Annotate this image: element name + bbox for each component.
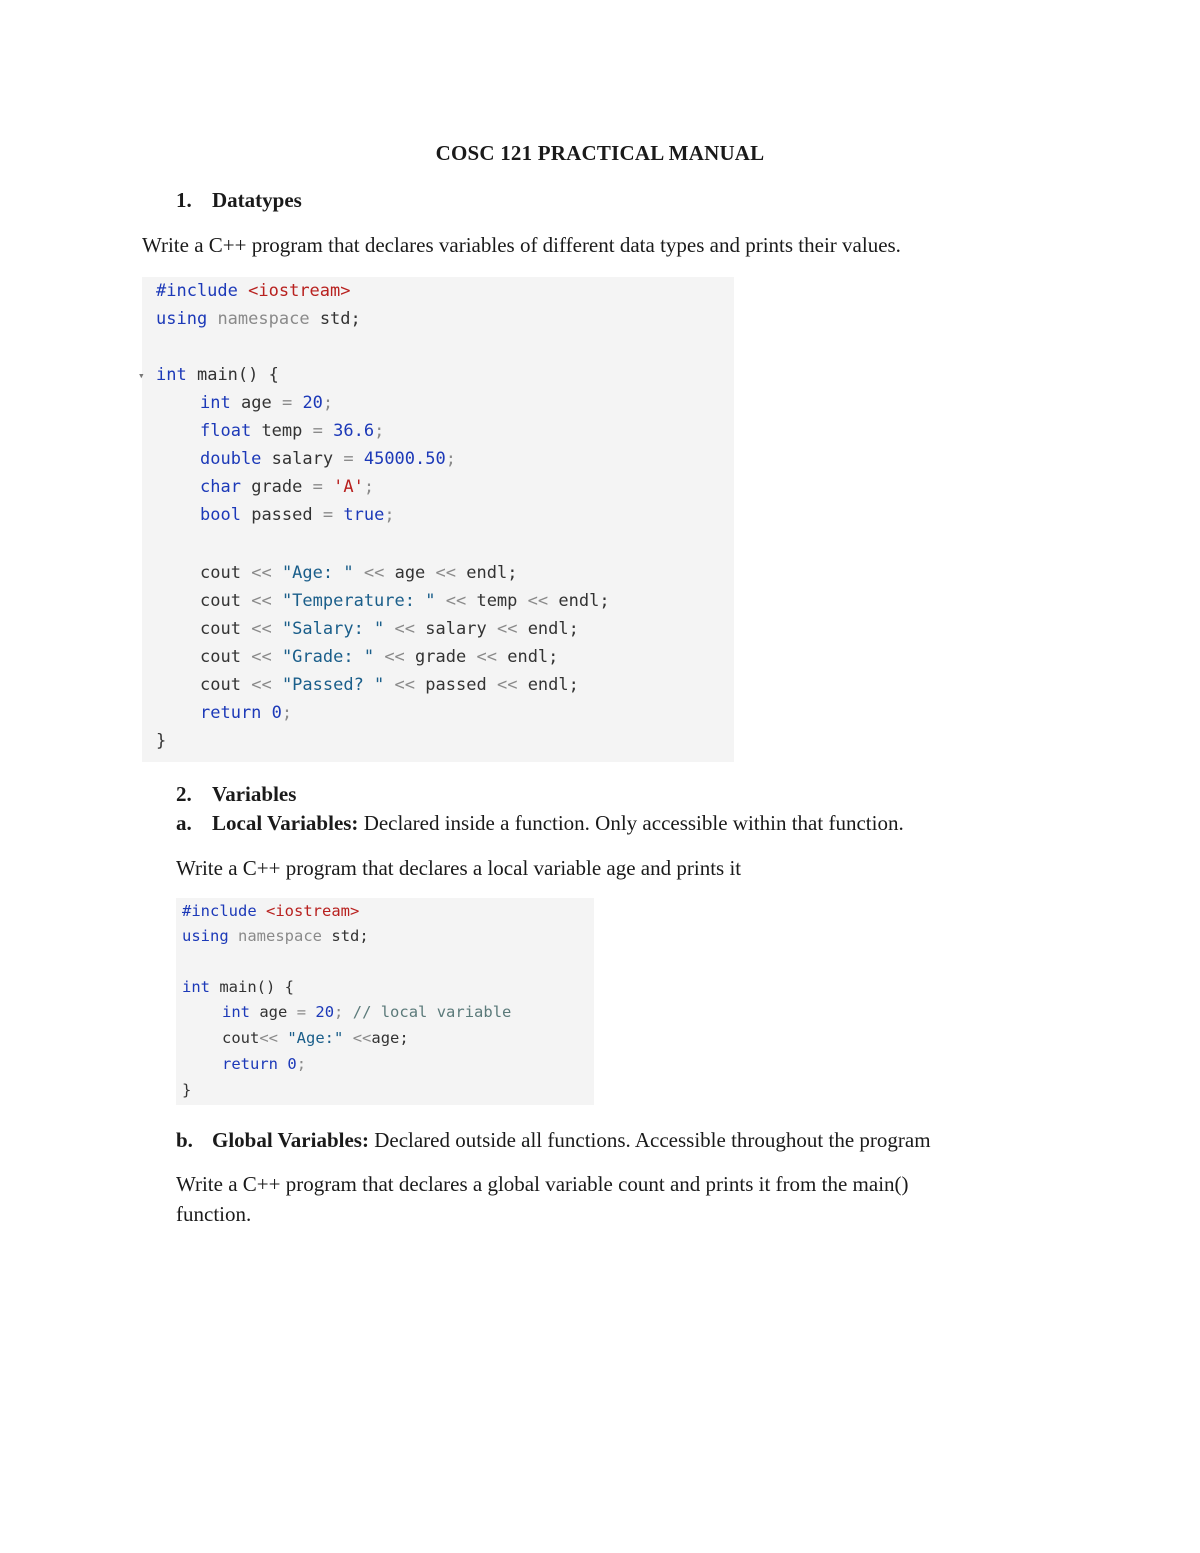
section-2-number: 2. bbox=[176, 782, 192, 806]
code-line: char grade = 'A'; bbox=[200, 477, 375, 497]
local-variables-instruction: Write a C++ program that declares a local variable age and prints it bbox=[176, 856, 742, 880]
code-line: double salary = 45000.50; bbox=[200, 449, 456, 469]
code-line: } bbox=[156, 731, 167, 751]
code-line: using namespace std; bbox=[182, 927, 369, 945]
code-line: } bbox=[182, 1081, 192, 1099]
code-line: float temp = 36.6; bbox=[200, 421, 385, 441]
code-line: return 0; bbox=[200, 703, 293, 723]
section-2-heading bbox=[176, 782, 296, 807]
code-line: using namespace std; bbox=[156, 309, 361, 329]
code-line: cout << "Temperature: " << temp << endl; bbox=[200, 591, 610, 611]
code-line: int age = 20; bbox=[200, 393, 334, 413]
code-line: #include <iostream> bbox=[182, 902, 360, 920]
code-line: cout << "Age: " << age << endl; bbox=[200, 563, 518, 583]
section-1-number: 1. bbox=[176, 188, 192, 212]
code-line: cout << "Passed? " << passed << endl; bbox=[200, 675, 579, 695]
code-line: int main() { bbox=[156, 365, 279, 385]
code-block-datatypes bbox=[138, 277, 734, 762]
code-line: bool passed = true; bbox=[200, 505, 395, 525]
section-1-instruction: Write a C++ program that declares variables of different data types and prints their values. bbox=[142, 233, 901, 257]
section-1-heading bbox=[176, 188, 302, 213]
global-variables-instruction: Write a C++ program that declares a global variable count and prints it from the main() function. bbox=[176, 1172, 909, 1226]
code-line: return 0; bbox=[222, 1055, 307, 1073]
local-variables-definition: a. Local Variables: Declared inside a function. Only accessible within that function. bbox=[176, 811, 904, 835]
code-block-local-variable bbox=[176, 898, 594, 1105]
code-line: cout<< "Age:" <<age; bbox=[222, 1029, 409, 1047]
section-2-title: Variables bbox=[212, 782, 297, 806]
code-line: cout << "Grade: " << grade << endl; bbox=[200, 647, 559, 667]
global-variables-definition: b. Global Variables: Declared outside all functions. Accessible throughout the program bbox=[176, 1128, 931, 1152]
code-line: int age = 20; // local variable bbox=[222, 1003, 512, 1021]
code-line: int main() { bbox=[182, 978, 294, 996]
fold-arrow-icon[interactable]: ▾ bbox=[138, 369, 145, 382]
code-line: #include <iostream> bbox=[156, 281, 351, 301]
code-line: cout << "Salary: " << salary << endl; bbox=[200, 619, 579, 639]
page-title: COSC 121 PRACTICAL MANUAL bbox=[435, 141, 765, 165]
section-1-title: Datatypes bbox=[212, 188, 302, 212]
